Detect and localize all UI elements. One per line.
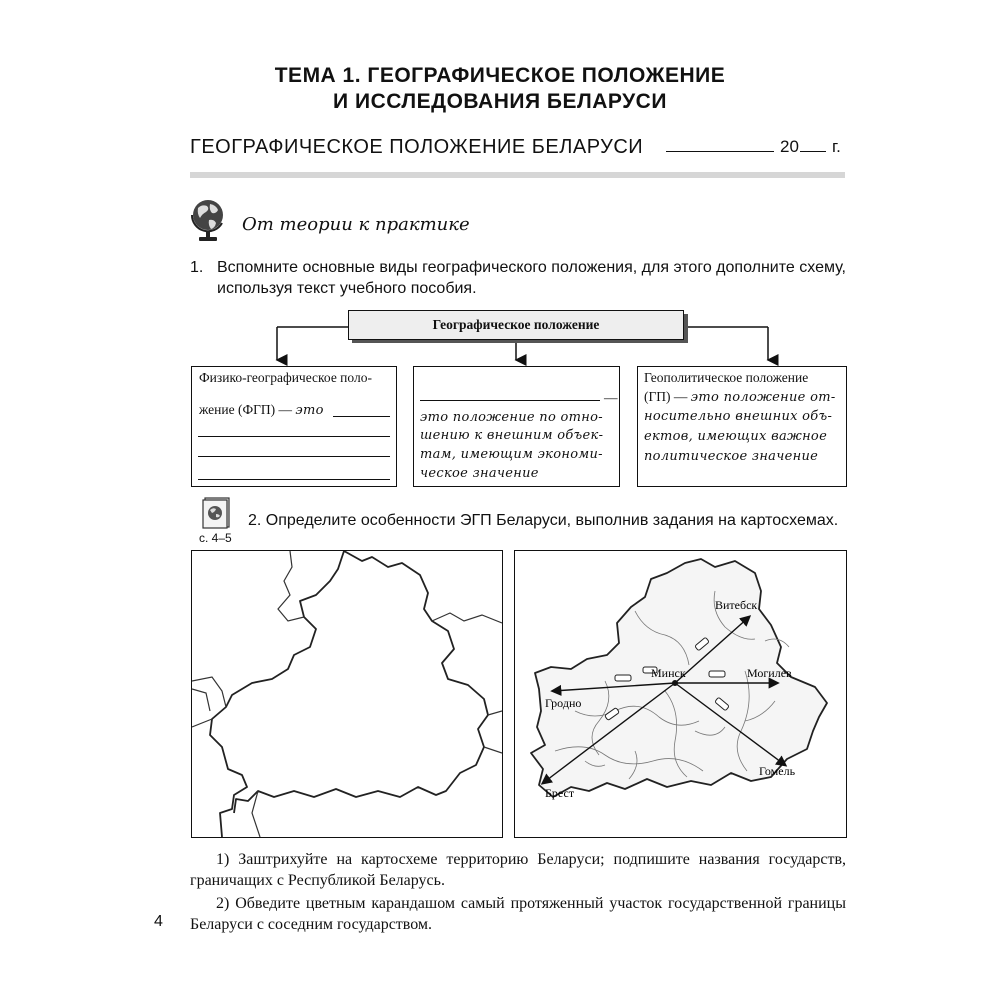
topic-title-line2: И ИССЛЕДОВАНИЯ БЕЛАРУСИ [333,90,667,113]
instruction-1: 1) Заштрихуйте на картосхеме территорию Беларуси; подпишите названия государств, граничащих с Республикой Беларусь. [190,851,846,889]
middle-hand-line1: это положение по отно- [420,410,603,425]
topic-title-line1: ТЕМА 1. ГЕОГРАФИЧЕСКОЕ ПОЛОЖЕНИЕ [274,64,726,87]
middle-hand-line3: там, имеющим экономи- [420,447,603,462]
task1-text: Вспомните основные виды географического положения, для этого дополните схему, используя текст учебного пособия. [217,259,846,297]
city-brest: Брест [545,786,575,800]
city-gomel: Гомель [759,764,796,778]
left-box-line1: Физико-географическое поло- [199,370,372,385]
scheme-right-box [637,366,847,487]
page-number: 4 [154,913,163,930]
middle-answer-line[interactable] [420,400,600,401]
left-box-hand: это [295,403,324,418]
left-answer-line-2[interactable] [198,436,390,437]
right-hand-line4: политическое значение [644,449,819,464]
city-grodno: Гродно [545,696,582,710]
section-title: ГЕОГРАФИЧЕСКОЕ ПОЛОЖЕНИЕ БЕЛАРУСИ [190,136,644,158]
middle-hand-line2: шению к внешним объек- [420,428,604,443]
left-answer-line-4[interactable] [198,479,390,480]
right-box-hand: это положение от- [690,390,836,405]
page-ref: с. 4–5 [199,531,232,545]
instruction-2: 2) Обведите цветным карандашом самый протяженный участок государственной границы Беларуси с соседним государством. [190,895,846,933]
task2-text: 2. Определите особенности ЭГП Беларуси, выполнив задания на картосхемах. [248,512,839,529]
task1-number: 1. [190,259,204,276]
date-year-prefix: 20 [780,137,799,156]
transport-map-right[interactable] [514,550,847,838]
left-answer-line-1[interactable] [333,416,390,417]
right-box-line1: Геополитическое положение [644,370,809,385]
scheme-left-box [191,366,397,487]
contour-map-left[interactable] [191,550,503,838]
date-year-suffix: г. [832,137,841,156]
scheme-middle-box [413,366,620,487]
left-answer-line-3[interactable] [198,456,390,457]
right-hand-line3: ектов, имеющих важное [644,429,828,444]
theory-to-practice-label: От теории к практике [242,214,470,235]
left-box-line2: жение (ФГП) — это [199,402,324,418]
textbook-icon [202,497,232,529]
scheme-root-label: Географическое положение [432,317,600,332]
right-box-line2: (ГП) — это положение от- [644,389,836,405]
middle-hand-line4: ческое значение [420,466,539,481]
middle-dash: — [604,390,618,405]
city-mogilev: Могилев [747,666,792,680]
scheme-root-box [348,310,684,340]
right-hand-line2: носительно внешних объ- [644,409,833,424]
city-vitebsk: Витебск [715,598,758,612]
city-minsk: Минск [651,666,686,680]
